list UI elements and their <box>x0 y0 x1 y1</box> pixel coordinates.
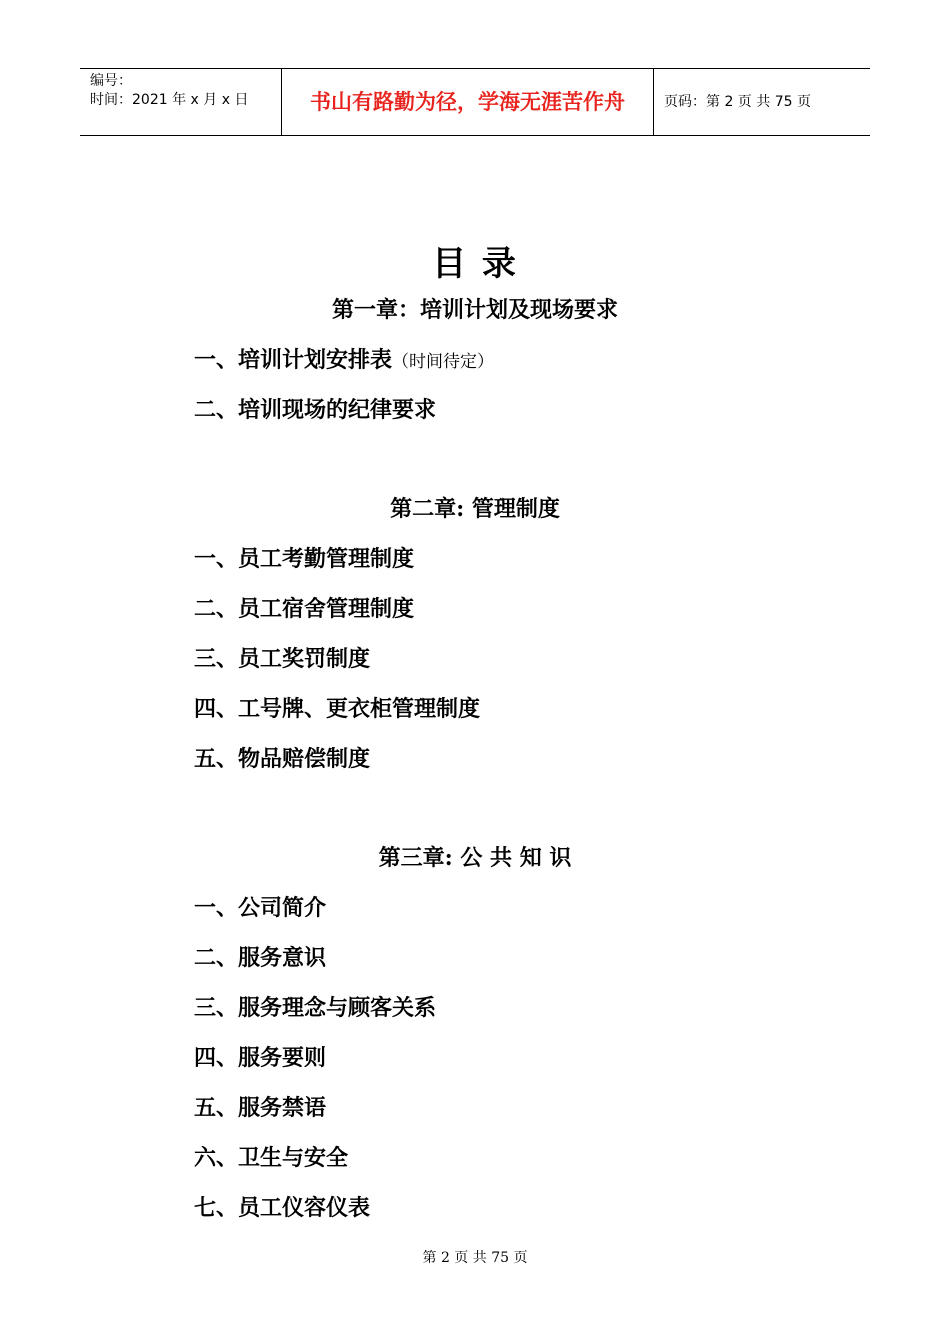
page-footer: 第 2 页 共 75 页 <box>422 1250 528 1266</box>
toc-item-note: （时间待定） <box>392 352 495 372</box>
toc-item: 三、员工奖罚制度 <box>194 646 371 672</box>
toc-item: 一、公司简介 <box>194 895 327 921</box>
page-header <box>80 68 870 136</box>
toc-item: 三、服务理念与顾客关系 <box>194 995 437 1021</box>
toc-item: 六、卫生与安全 <box>194 1145 349 1171</box>
toc-item: 七、员工仪容仪表 <box>194 1195 371 1221</box>
document-number-label: 编号： <box>90 73 132 89</box>
header-page-number: 页码：第 2 页 共 75 页 <box>664 94 811 110</box>
toc-item: 二、员工宿舍管理制度 <box>194 596 415 622</box>
toc-item: 四、服务要则 <box>194 1045 327 1071</box>
toc-item: 二、服务意识 <box>194 945 327 971</box>
toc-title: 目 录 <box>432 244 518 284</box>
toc-item: 五、服务禁语 <box>194 1095 327 1121</box>
toc-item-text: 一、培训计划安排表 <box>194 347 393 373</box>
toc-item: 四、工号牌、更衣柜管理制度 <box>194 696 481 722</box>
header-meta <box>80 69 282 135</box>
chapter-2-title: 第二章: 管理制度 <box>390 496 560 522</box>
chapter-1-title: 第一章：培训计划及现场要求 <box>331 297 618 323</box>
chapter-3-title: 第三章: 公 共 知 识 <box>378 845 572 871</box>
header-motto: 书山有路勤为径，学海无涯苦作舟 <box>282 69 654 135</box>
toc-item: 二、培训现场的纪律要求 <box>194 397 437 423</box>
toc-item: 五、物品赔偿制度 <box>194 746 371 772</box>
toc-item <box>194 343 494 374</box>
document-time-label: 时间：2021 年 x 月 x 日 <box>90 92 249 108</box>
toc-item: 一、员工考勤管理制度 <box>194 546 415 572</box>
